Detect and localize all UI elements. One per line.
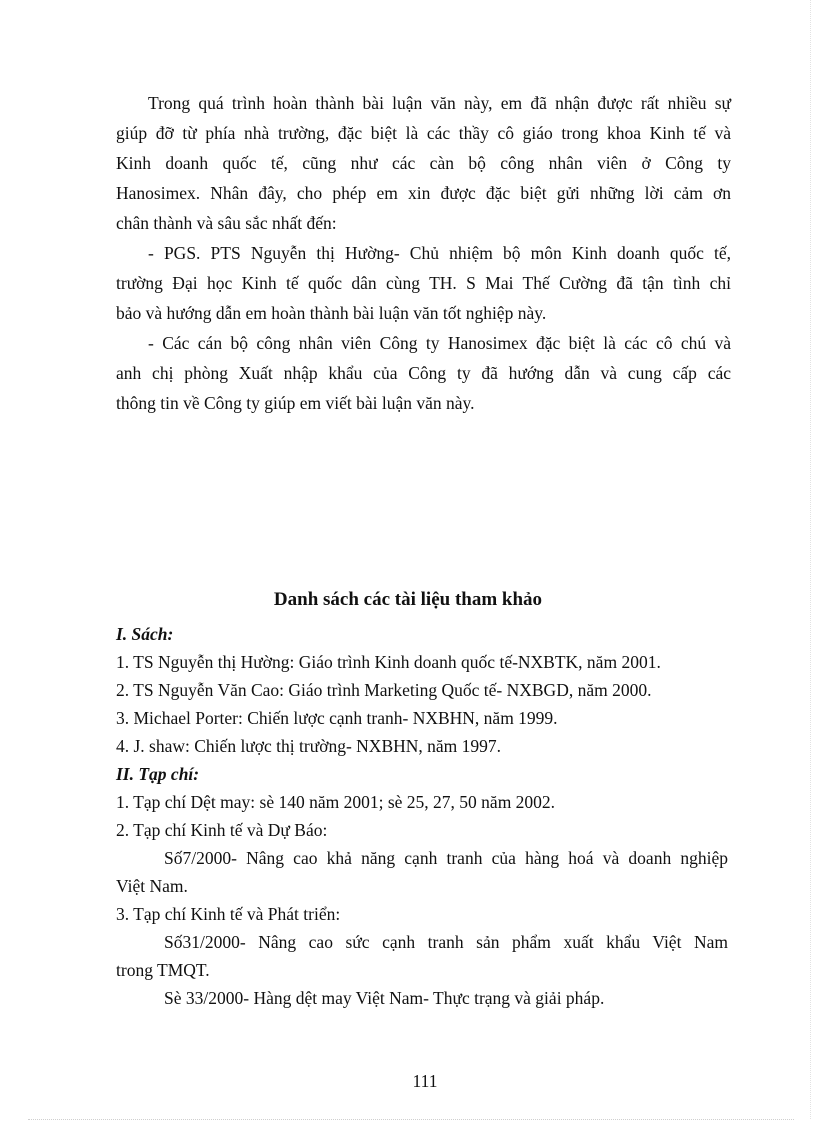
ack-line: thông tin về Công ty giúp em viết bài luận văn này. — [116, 393, 475, 413]
journals-heading: II. Tạp chí: — [116, 764, 200, 784]
journal-item: Số7/2000- Nâng cao khả năng cạnh tranh của hàng hoá và doanh nghiệp — [164, 848, 728, 868]
ack-line: Kinh doanh quốc tế, cũng như các càn bộ công nhân viên ở Công ty — [116, 153, 731, 173]
books-heading: I. Sách: — [116, 624, 174, 644]
book-item: 2. TS Nguyễn Văn Cao: Giáo trình Marketing Quốc tế- NXBGD, năm 2000. — [116, 680, 652, 700]
ack-line: - Các cán bộ công nhân viên Công ty Hanosimex đặc biệt là các cô chú và — [148, 333, 731, 353]
ack-line: Hanosimex. Nhân đây, cho phép em xin được đặc biệt gửi những lời cảm ơn — [116, 183, 731, 203]
ack-line: chân thành và sâu sắc nhất đến: — [116, 213, 337, 233]
book-item: 3. Michael Porter: Chiến lược cạnh tranh- NXBHN, năm 1999. — [116, 708, 558, 728]
ack-line: trường Đại học Kinh tế quốc dân cùng TH. S Mai Thế Cường đã tận tình chỉ — [116, 273, 731, 293]
ack-line: - PGS. PTS Nguyễn thị Hường- Chủ nhiệm bộ môn Kinh doanh quốc tế, — [148, 243, 731, 263]
book-item: 1. TS Nguyễn thị Hường: Giáo trình Kinh doanh quốc tế-NXBTK, năm 2001. — [116, 652, 661, 672]
journal-item: trong TMQT. — [116, 960, 210, 980]
page-bottom-border — [28, 1119, 794, 1120]
ack-line: Trong quá trình hoàn thành bài luận văn này, em đã nhận được rất nhiều sự — [148, 93, 731, 113]
ack-line: giúp đỡ từ phía nhà trường, đặc biệt là các thầy cô giáo trong khoa Kinh tế và — [116, 123, 731, 143]
journal-item: 3. Tạp chí Kinh tế và Phát triển: — [116, 904, 341, 924]
references-title: Danh sách các tài liệu tham khảo — [273, 589, 543, 610]
page-right-border — [810, 0, 811, 1119]
page-number: 111 — [412, 1071, 438, 1091]
journal-item: 1. Tạp chí Dệt may: sè 140 năm 2001; sè 25, 27, 50 năm 2002. — [116, 792, 556, 812]
ack-line: bảo và hướng dẫn em hoàn thành bài luận văn tốt nghiệp này. — [116, 303, 547, 323]
journal-item: 2. Tạp chí Kinh tế và Dự Báo: — [116, 820, 328, 840]
journal-item: Số31/2000- Nâng cao sức cạnh tranh sản phẩm xuất khẩu Việt Nam — [164, 932, 728, 952]
journal-item: Việt Nam. — [116, 876, 188, 896]
journal-item: Sè 33/2000- Hàng dệt may Việt Nam- Thực trạng và giải pháp. — [164, 988, 605, 1008]
book-item: 4. J. shaw: Chiến lược thị trường- NXBHN, năm 1997. — [116, 736, 502, 756]
ack-line: anh chị phòng Xuất nhập khẩu của Công ty đã hướng dẫn và cung cấp các — [116, 363, 731, 383]
